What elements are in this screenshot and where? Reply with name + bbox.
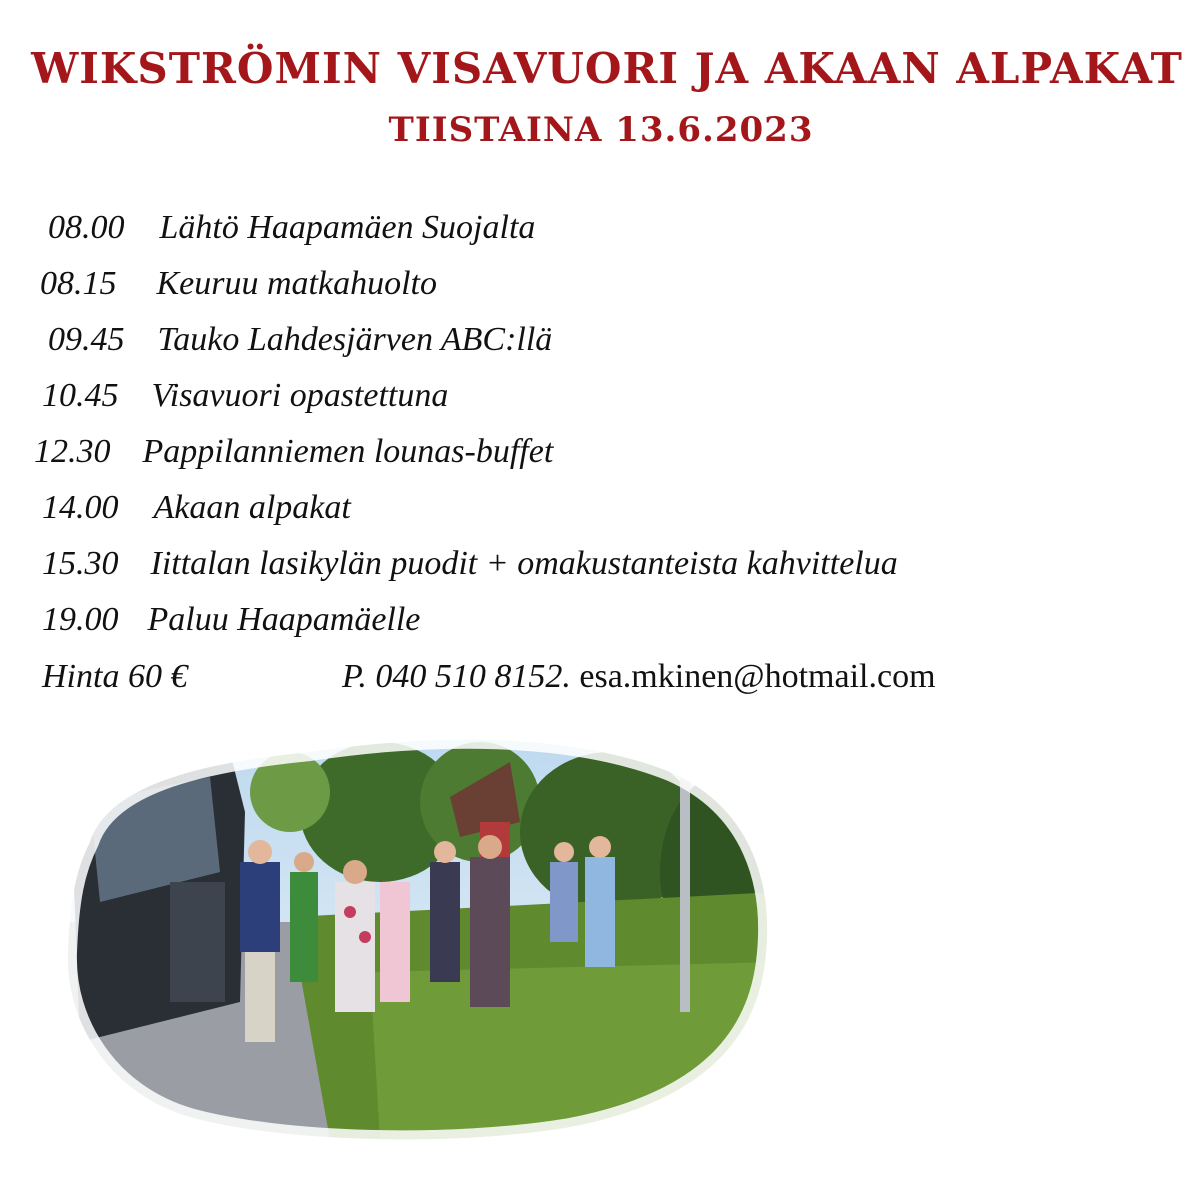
person xyxy=(335,882,375,1012)
price-label: Hinta 60 € xyxy=(42,658,188,695)
schedule-activity: Paluu Haapamäelle xyxy=(147,601,421,638)
person-head xyxy=(248,840,272,864)
person-pattern xyxy=(344,906,356,918)
schedule-time: 09.45 xyxy=(48,321,125,358)
schedule-row xyxy=(42,544,898,584)
person-pattern xyxy=(359,931,371,943)
schedule-time: 08.00 xyxy=(48,209,125,246)
person xyxy=(245,952,275,1042)
person-head xyxy=(434,841,456,863)
group-photo xyxy=(50,722,778,1140)
schedule-row xyxy=(48,208,535,248)
pole xyxy=(680,762,690,1012)
event-title: WIKSTRÖMIN VISAVUORI JA AKAAN ALPAKAT xyxy=(31,44,1183,93)
person-head xyxy=(589,836,611,858)
schedule-activity: Akaan alpakat xyxy=(153,489,351,526)
event-date: TIISTAINA 13.6.2023 xyxy=(388,110,814,150)
person xyxy=(240,862,280,952)
bus-door xyxy=(170,882,225,1002)
person xyxy=(430,862,460,982)
person xyxy=(470,857,510,1007)
person-head xyxy=(294,852,314,872)
schedule-activity: Keuruu matkahuolto xyxy=(156,265,437,302)
schedule-row xyxy=(40,264,437,304)
person xyxy=(550,862,578,942)
person-head xyxy=(478,835,502,859)
person-head xyxy=(343,860,367,884)
schedule-time: 08.15 xyxy=(40,265,117,302)
contact-info xyxy=(342,657,936,697)
schedule-time: 19.00 xyxy=(42,601,119,638)
person xyxy=(585,857,615,967)
schedule-activity: Iittalan lasikylän puodit + omakustanteista kahvittelua xyxy=(150,545,898,582)
schedule-row xyxy=(42,600,420,640)
person xyxy=(380,882,410,1002)
schedule-row xyxy=(48,320,552,360)
schedule-time: 14.00 xyxy=(42,489,119,526)
person-head xyxy=(554,842,574,862)
schedule-time: 12.30 xyxy=(34,433,111,470)
email-address: esa.mkinen@hotmail.com xyxy=(579,658,936,695)
schedule-row xyxy=(42,376,448,416)
schedule-row xyxy=(42,488,351,528)
person xyxy=(290,872,318,982)
schedule-row xyxy=(34,432,553,472)
schedule-activity: Tauko Lahdesjärven ABC:llä xyxy=(157,321,553,358)
schedule-activity: Pappilanniemen lounas-buffet xyxy=(142,433,554,470)
schedule-time: 15.30 xyxy=(42,545,119,582)
schedule-activity: Visavuori opastettuna xyxy=(151,377,449,414)
phone-number: P. 040 510 8152. xyxy=(342,658,571,695)
schedule-time: 10.45 xyxy=(42,377,119,414)
schedule-activity: Lähtö Haapamäen Suojalta xyxy=(159,209,536,246)
